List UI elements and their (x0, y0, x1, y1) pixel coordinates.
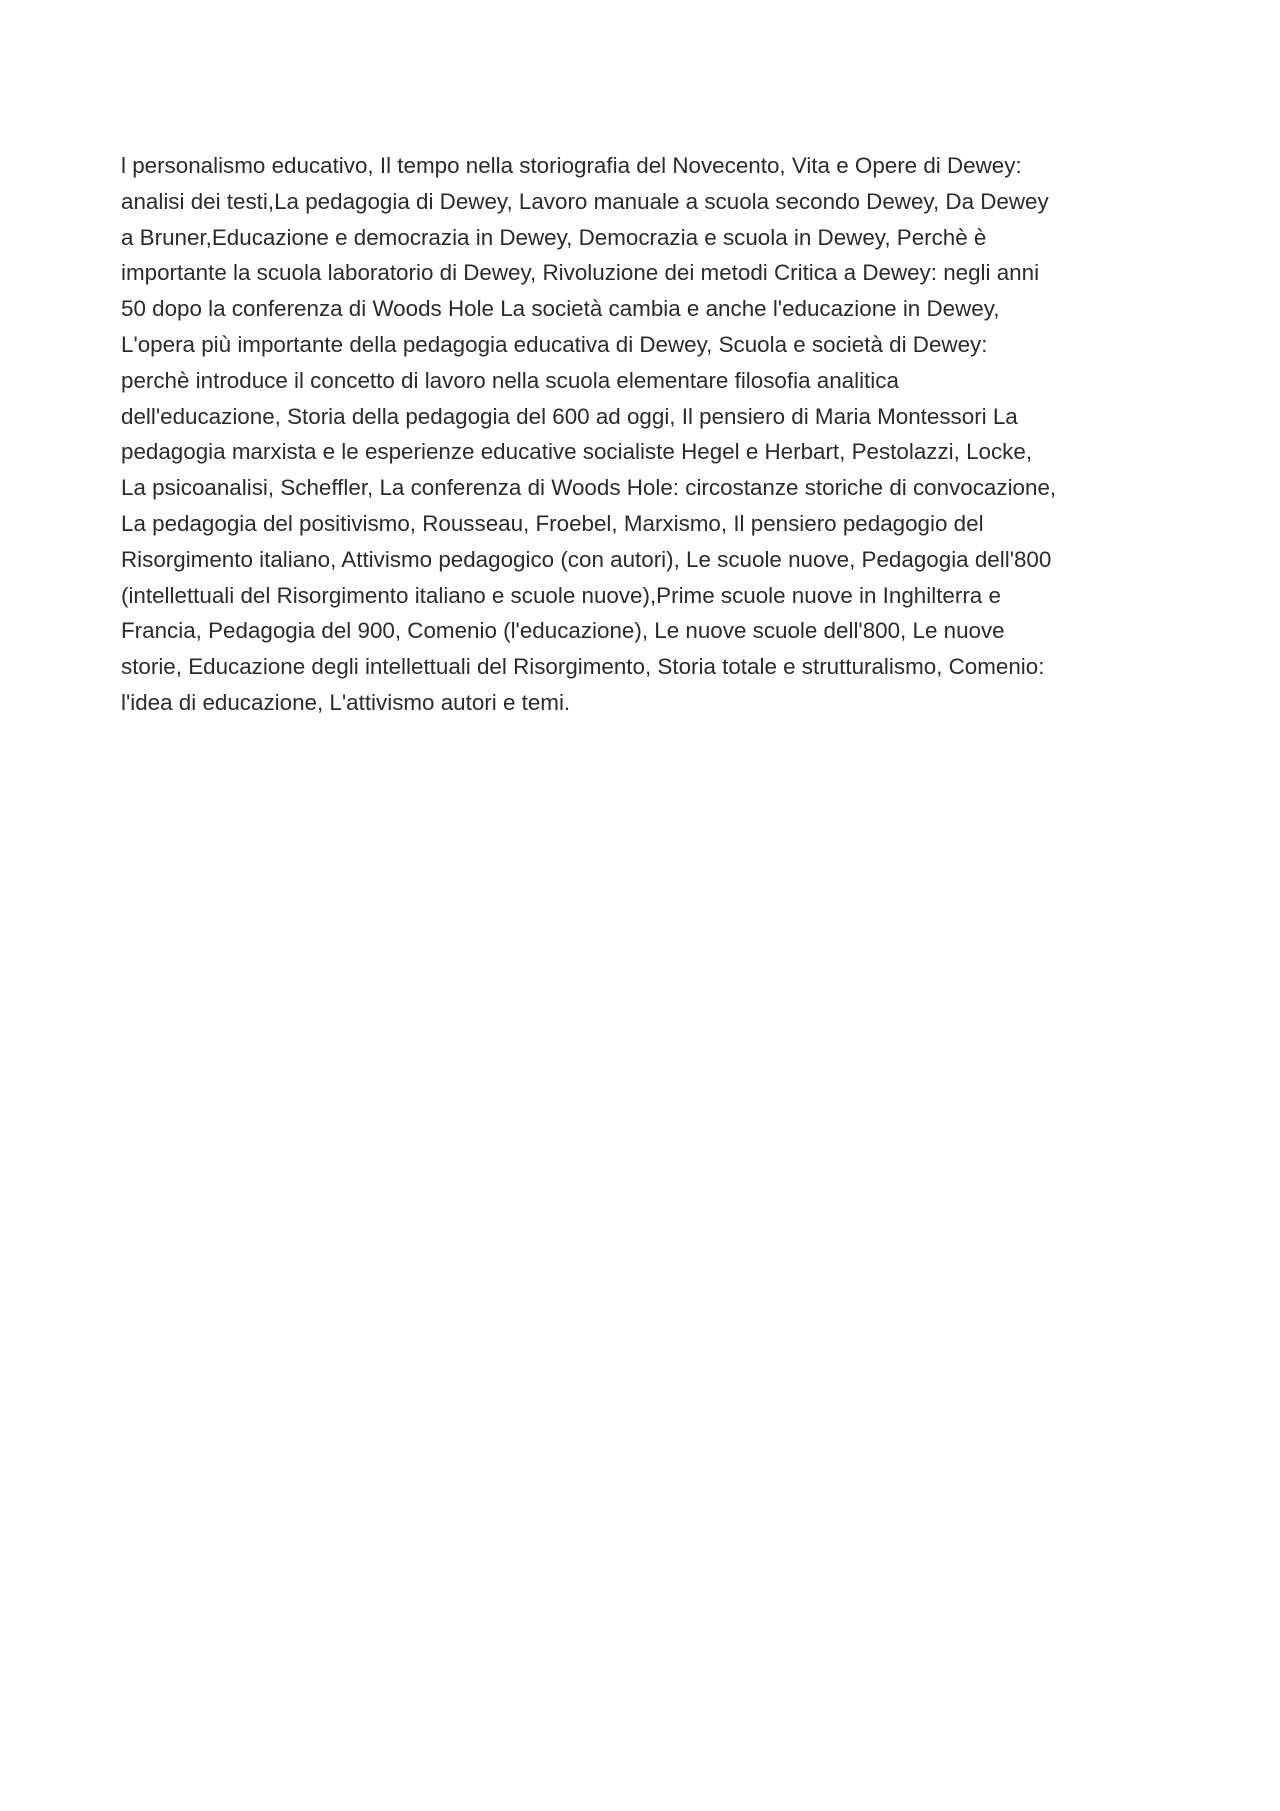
text-line: l'idea di educazione, L'attivismo autori e temi. (121, 689, 571, 715)
text-line: (intellettuali del Risorgimento italiano e scuole nuove),Prime scuole nuove in Inghilterra e (121, 582, 1001, 608)
text-line: a Bruner,Educazione e democrazia in Dewey, Democrazia e scuola in Dewey, Perchè è (121, 224, 987, 250)
text-line: perchè introduce il concetto di lavoro nella scuola elementare filosofia analitica (121, 367, 899, 393)
text-line: 50 dopo la conferenza di Woods Hole La società cambia e anche l'educazione in Dewey, (121, 296, 1000, 322)
text-line: l personalismo educativo, Il tempo nella storiografia del Novecento, Vita e Opere di Dewey: (121, 153, 1022, 178)
text-line: storie, Educazione degli intellettuali del Risorgimento, Storia totale e strutturalismo, Comenio: (121, 654, 1045, 680)
text-line: La psicoanalisi, Scheffler, La conferenza di Woods Hole: circostanze storiche di convocazione, (121, 475, 1057, 501)
text-line: La pedagogia del positivismo, Rousseau, Froebel, Marxismo, Il pensiero pedagogio del (121, 510, 984, 536)
text-line: Risorgimento italiano, Attivismo pedagogico (con autori), Le scuole nuove, Pedagogia dell'800 (121, 546, 1052, 572)
text-line: pedagogia marxista e le esperienze educative socialiste Hegel e Herbart, Pestolazzi, Locke, (121, 439, 1033, 465)
text-line: dell'educazione, Storia della pedagogia del 600 ad oggi, Il pensiero di Maria Montessori La (121, 403, 1018, 429)
body-paragraph (121, 148, 1171, 721)
text-line: L'opera più importante della pedagogia educativa di Dewey, Scuola e società di Dewey: (121, 331, 988, 357)
text-line: Francia, Pedagogia del 900, Comenio (l'educazione), Le nuove scuole dell'800, Le nuove (121, 618, 1005, 644)
text-line: importante la scuola laboratorio di Dewey, Rivoluzione dei metodi Critica a Dewey: negli anni (121, 260, 1040, 286)
text-line: analisi dei testi,La pedagogia di Dewey, Lavoro manuale a scuola secondo Dewey, Da Dewey (121, 188, 1049, 214)
